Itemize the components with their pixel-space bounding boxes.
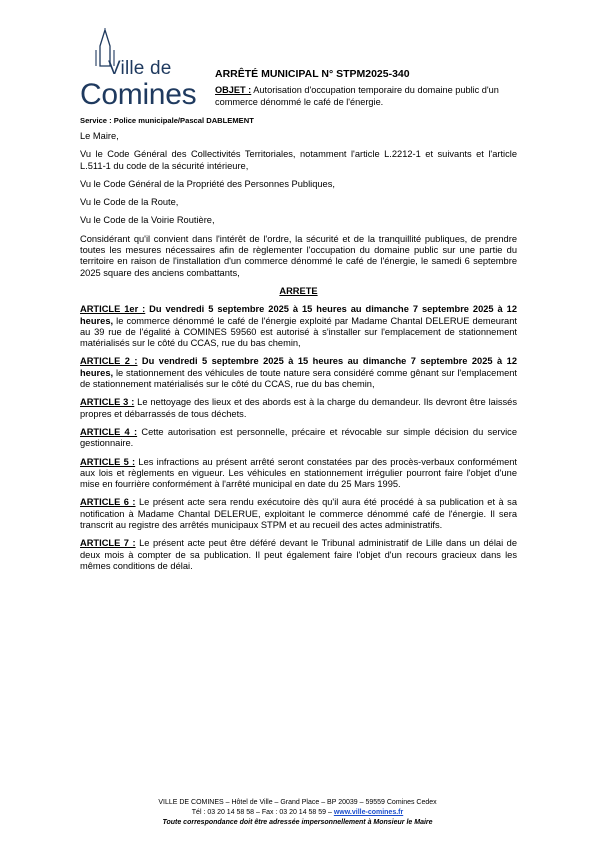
footer-address: VILLE DE COMINES – Hôtel de Ville – Grand Place – BP 20039 – 59559 Comines Cedex — [158, 799, 437, 806]
article-1 — [80, 304, 517, 349]
article-2 — [80, 356, 517, 390]
considerant: Considérant qu'il convient dans l'intérêt de l'ordre, la sécurité et de la tranquillité publiques, de prendre toutes les mesures nécessaires afin de règlementer l'occupation du domaine public sur une partie du territoire en raison de l'installation d'un commerce dénommé le café de l'énergie, le samedi 6 septembre 2025 square des anciens combattants, — [80, 233, 517, 278]
vu-cgppp: Vu le Code Général de la Propriété des Personnes Publiques, — [80, 178, 335, 189]
article-3 — [80, 397, 517, 420]
objet-label: OBJET : — [215, 85, 252, 95]
document-header — [215, 68, 515, 108]
article-text: Le présent acte sera rendu exécutoire dès qu'il aura été procédé à sa publication et à sa notification à Madame Chantal DELERUE, exploitant le commerce dénommé café de l'énergie. Il sera transcrit au registre des arrêtés municipaux STPM et au recueil des actes administratifs. — [80, 497, 518, 531]
article-label: ARTICLE 1er : — [80, 304, 146, 315]
footer-correspondence-note: Toute correspondance doit être adressée impersonnellement à Monsieur le Maire — [162, 819, 433, 826]
service-line: Service : Police municipale/Pascal DABLEMENT — [80, 116, 254, 125]
article-label: ARTICLE 2 : — [80, 356, 138, 367]
vu-code-voirie: Vu le Code de la Voirie Routière, — [80, 215, 215, 226]
page-footer — [60, 798, 535, 828]
article-text: Les infractions au présent arrêté seront constatées par des procès-verbaux conformément aux lois et règlements en vigueur. Les véhicules en stationnement irrégulier pourront faire l'objet d'une mise en fourrière conformément à l'arrêté municipal en date du 25 Mars 1995. — [80, 456, 517, 490]
footer-phone-fax: Tél : 03 20 14 58 58 – Fax : 03 20 14 58 59 – — [191, 809, 334, 816]
le-maire: Le Maire, — [80, 131, 119, 141]
article-text: Le présent acte peut être déféré devant le Tribunal administratif de Lille dans un délai de deux mois à compter de sa publication. Il peut également faire l'objet d'un recours gracieux dans les mêmes conditions de délai. — [80, 538, 517, 571]
document-body — [80, 131, 517, 579]
article-4 — [80, 427, 517, 450]
arrete-title: ARRÊTÉ MUNICIPAL N° STPM2025-340 — [215, 68, 410, 80]
article-text: Le nettoyage des lieux et des abords est à la charge du demandeur. Ils devront être laissés propres et débarrassés de tous déchets. — [80, 397, 517, 419]
article-bold-text: Du vendredi 5 septembre 2025 à 15 heures au dimanche 7 septembre 2025 à 12 heures, — [80, 356, 517, 378]
article-label: ARTICLE 4 : — [80, 426, 138, 437]
article-label: ARTICLE 3 : — [80, 397, 135, 408]
article-text: le commerce dénommé le café de l'énergie exploité par Madame Chantal DELERUE demeurant au 39 rue de l'égalité à COMINES 59560 est autorisé à s'installer sur l'emplacement de stationnement matérialisés sur le côté du CCAS, rue du bas chemin, — [80, 315, 517, 349]
article-text: le stationnement des véhicules de toute nature sera considéré comme gênant sur l'emplacement de stationnement matérialisés sur le côté du CCAS, rue du bas chemin, — [80, 367, 517, 390]
arrete-heading: ARRETE — [279, 285, 318, 296]
objet-text: Autorisation d'occupation temporaire du domaine public d'un commerce dénommé le café de l'énergie. — [215, 85, 499, 107]
article-5 — [80, 457, 517, 491]
article-label: ARTICLE 5 : — [80, 456, 136, 467]
article-label: ARTICLE 7 : — [80, 538, 136, 549]
article-bold-text: Du vendredi 5 septembre 2025 à 15 heures au dimanche 7 septembre 2025 à 12 heures, — [80, 304, 518, 326]
vu-code-route: Vu le Code de la Route, — [80, 197, 179, 208]
objet-block — [215, 84, 515, 108]
vu-cgct: Vu le Code Général des Collectivités Territoriales, notamment l'article L.2212-1 et suivants et l'article L.511-1 du code de la sécurité intérieure, — [80, 149, 517, 171]
logo-line-ville-de: Ville de — [108, 58, 172, 79]
website-link[interactable]: www.ville-comines.fr — [333, 809, 404, 816]
article-text: Cette autorisation est personnelle, précaire et révocable sur simple décision du service gestionnaire. — [80, 426, 517, 449]
logo-line-comines: Comines — [80, 78, 197, 111]
article-6 — [80, 497, 517, 531]
ville-de-comines-logo — [78, 28, 197, 111]
article-label: ARTICLE 6 : — [80, 497, 136, 508]
footer-contact — [60, 808, 535, 818]
article-7 — [80, 538, 517, 572]
